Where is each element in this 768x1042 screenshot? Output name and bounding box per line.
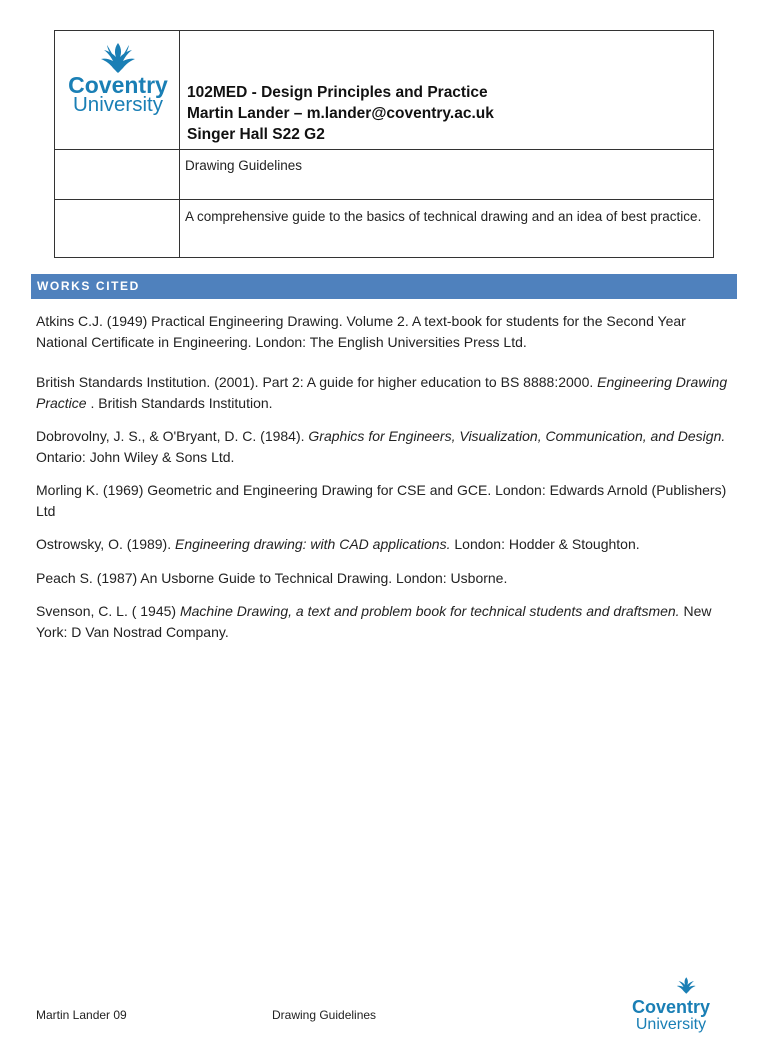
works-cited-heading: WORKS CITED (31, 274, 737, 299)
footer-logo-line1: Coventry (631, 997, 711, 1017)
course-title: 102MED - Design Principles and Practice (187, 84, 488, 101)
reference-entry (36, 534, 736, 555)
reference-title-italic: Engineering drawing: with CAD applications. (175, 536, 451, 552)
reference-text: Atkins C.J. (1949) Practical Engineering Drawing. Volume 2. A text-book for students for the Second Year National Certificate in Engineering. London: The English Universities Press Ltd. (36, 313, 686, 350)
reference-title-italic: Graphics for Engineers, Visualization, Communication, and Design. (308, 428, 726, 444)
reference-text: London: Hodder & Stoughton. (450, 536, 640, 552)
reference-text: British Standards Institution. (2001). Part 2: A guide for higher education to BS 8888:2000. (36, 374, 598, 390)
reference-entry (36, 372, 736, 413)
reference-entry (36, 601, 736, 642)
document-subject: Drawing Guidelines (180, 150, 714, 200)
reference-text: Peach S. (1987) An Usborne Guide to Technical Drawing. London: Usborne. (36, 569, 508, 586)
footer-author: Martin Lander 09 (36, 1008, 127, 1022)
reference-entry (36, 480, 736, 521)
title-cell (180, 31, 714, 150)
reference-text: Ostrowsky, O. (1989). (36, 536, 175, 552)
reference-entry (36, 426, 736, 467)
coventry-university-logo (63, 39, 173, 121)
reference-title-italic: Engineering Drawing Practice (36, 374, 728, 411)
footer-logo (628, 975, 714, 1033)
reference-title-italic: Machine Drawing, a text and problem book for technical students and draftsmen. (179, 603, 680, 619)
phoenix-bird-icon (677, 977, 696, 994)
phoenix-bird-icon (101, 43, 135, 73)
reference-entry (36, 568, 736, 589)
logo-cell (55, 31, 180, 150)
footer-logo-line2: University (635, 1016, 707, 1033)
reference-text: . British Standards Institution. (86, 394, 273, 411)
header-table (54, 30, 714, 258)
reference-text: New York: D Van Nostrad Company. (36, 603, 712, 640)
reference-text: Ontario: John Wiley & Sons Ltd. (36, 448, 235, 465)
references-list (36, 311, 736, 642)
reference-text: Svenson, C. L. ( 1945) (36, 603, 180, 619)
footer-coventry-logo (628, 975, 714, 1037)
document-description: A comprehensive guide to the basics of technical drawing and an idea of best practice. (180, 200, 714, 258)
room-location: Singer Hall S22 G2 (187, 126, 325, 143)
empty-cell (55, 150, 180, 200)
empty-cell (55, 200, 180, 258)
footer-title: Drawing Guidelines (272, 1008, 377, 1022)
logo-line1: Coventry (68, 72, 168, 98)
reference-text: Morling K. (1969) Geometric and Engineering Drawing for CSE and GCE. London: Edwards Arnold (Publishers) Ltd (36, 482, 727, 519)
lecturer-contact: Martin Lander – m.lander@coventry.ac.uk (187, 105, 494, 122)
logo-line2: University (73, 93, 163, 116)
course-title-block (187, 82, 713, 145)
reference-entry (36, 311, 736, 352)
reference-text: Dobrovolny, J. S., & O'Bryant, D. C. (1984). (36, 428, 309, 444)
